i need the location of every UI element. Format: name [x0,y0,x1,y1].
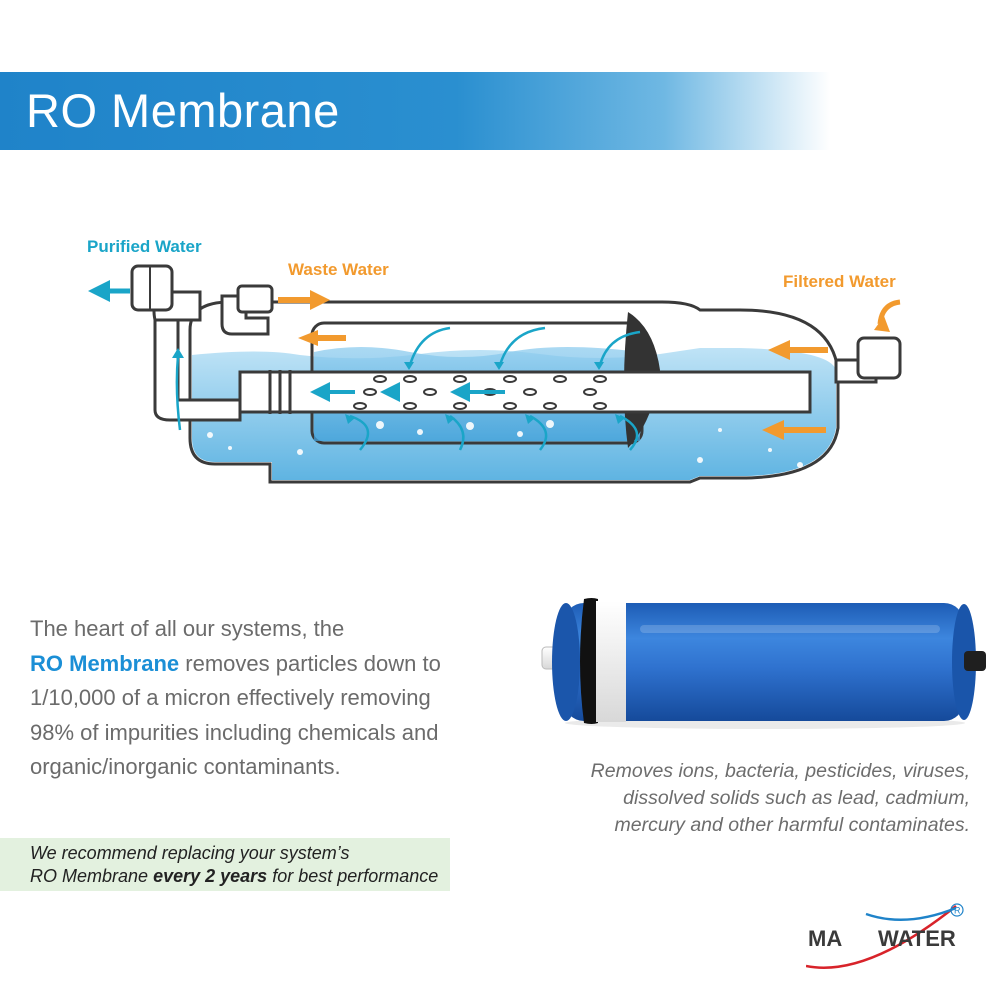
recommend-interval: every 2 years [153,866,268,886]
recommend-post: for best performance [272,866,439,886]
membrane-cartridge-image [540,585,990,735]
max-water-logo [806,898,976,978]
waste-water-label: Waste Water [288,260,389,279]
title-banner [0,72,830,150]
registered-mark: R [954,905,961,916]
recommend-pre: RO Membrane [30,866,149,886]
ro-flow-diagram [0,220,1000,500]
contaminants-caption [550,758,970,839]
caption-line-3: mercury and other harmful contaminates. [614,814,970,836]
desc-line-3: 1/10,000 of a micron effectively removing [30,685,431,710]
desc-line-1: The heart of all our systems, the [30,616,345,641]
logo-text-right: WATER [878,926,956,951]
recommend-line-2 [30,865,450,888]
purified-water-label: Purified Water [87,237,202,256]
purified-outlet-nut [132,266,172,310]
inlet-nut [858,338,900,378]
recommend-line-1: We recommend replacing your system’s [30,843,350,863]
desc-line-2: removes particles down to [185,650,441,676]
page-title: RO Membrane [26,84,340,137]
desc-line-5: organic/inorganic contaminants. [30,754,341,779]
replacement-recommendation [0,838,450,891]
membrane-description [30,612,470,785]
caption-line-1: Removes ions, bacteria, pesticides, viruses, [590,760,970,782]
waste-outlet-nut [238,286,272,312]
filtered-water-label: Filtered Water [783,272,896,291]
desc-highlight: RO Membrane [30,650,180,676]
logo-text-left: MA [808,926,843,951]
caption-line-2: dissolved solids such as lead, cadmium, [623,787,970,809]
desc-line-4: 98% of impurities including chemicals and [30,719,439,745]
